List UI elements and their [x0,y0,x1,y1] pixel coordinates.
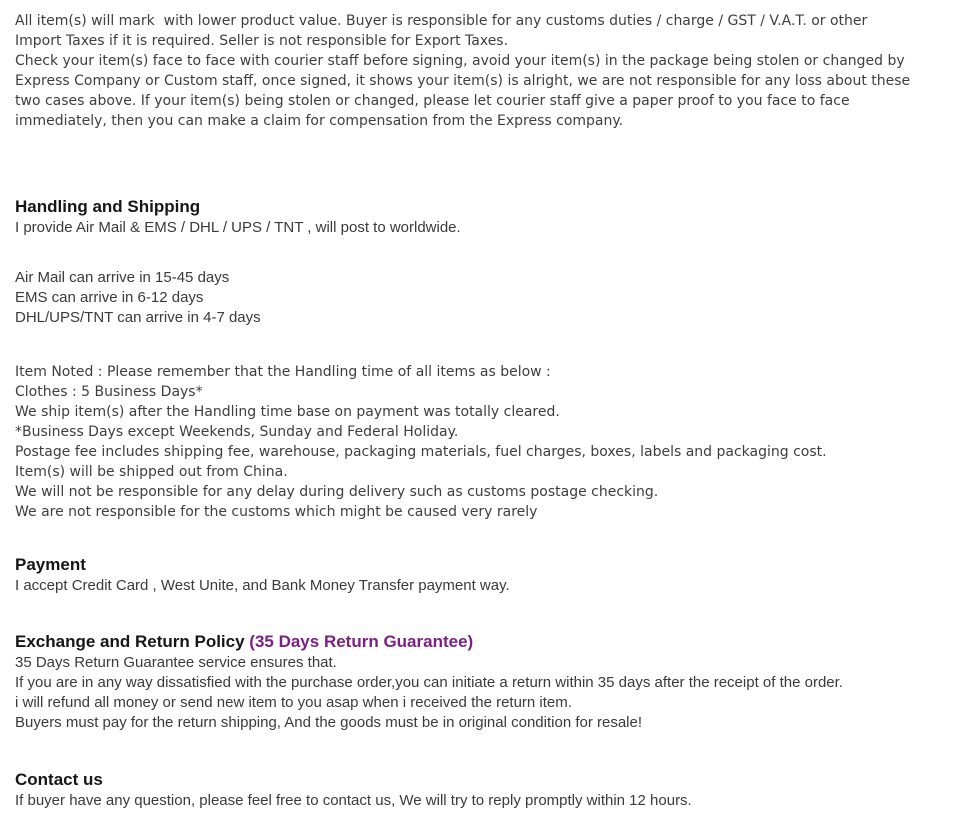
text-line: Express Company or Custom staff, once signed, it shows your item(s) is alright, we are not responsible for any loss about these [15,73,911,89]
section-contact-us [15,768,960,811]
text-line: two cases above. If your item(s) being stolen or changed, please let courier staff give a paper proof to you face to face [15,93,850,109]
text-line: immediately, then you can make a claim for compensation from the Express company. [15,113,624,129]
text-line: *Business Days except Weekends, Sunday and Federal Holiday. [15,424,459,440]
contact-us-heading: Contact us [15,770,103,789]
return-policy-heading [15,630,960,653]
shipping-time-line: Air Mail can arrive in 15-45 days [15,269,230,286]
text-line: 35 Days Return Guarantee service ensures that. [15,654,337,671]
return-policy-heading-text: Exchange and Return Policy [15,632,250,651]
text-line: Import Taxes if it is required. Seller is not responsible for Export Taxes. [15,33,509,49]
section-payment [15,553,960,596]
handling-notes-paragraph [15,362,960,522]
return-guarantee-highlight: (35 Days Return Guarantee) [249,632,474,651]
customs-notice-paragraph [15,11,960,131]
shipping-time-line: EMS can arrive in 6-12 days [15,289,204,306]
text-line: Buyers must pay for the return shipping, And the goods must be in original condition for resale! [15,714,643,731]
return-policy-paragraph [15,653,960,733]
shipping-times-list [15,268,960,328]
text-line: Postage fee includes shipping fee, warehouse, packaging materials, fuel charges, boxes, labels and packaging cost. [15,444,827,460]
payment-heading: Payment [15,555,86,574]
payment-body-line: I accept Credit Card , West Unite, and Bank Money Transfer payment way. [15,577,510,594]
section-handling-shipping [15,195,960,522]
text-line: Check your item(s) face to face with courier staff before signing, avoid your item(s) in the package being stolen or changed by [15,53,905,69]
text-line: We ship item(s) after the Handling time base on payment was totally cleared. [15,404,560,420]
shipping-time-line: DHL/UPS/TNT can arrive in 4-7 days [15,309,261,326]
text-line: We are not responsible for the customs which might be caused very rarely [15,504,538,520]
handling-shipping-heading: Handling and Shipping [15,197,201,216]
text-line: Item(s) will be shipped out from China. [15,464,288,480]
shipping-intro-line: I provide Air Mail & EMS / DHL / UPS / TNT , will post to worldwide. [15,219,461,236]
section-return-policy [15,630,960,733]
text-line: Clothes : 5 Business Days* [15,384,203,400]
text-line: Item Noted : Please remember that the Handling time of all items as below : [15,364,551,380]
text-line: All item(s) will mark with lower product value. Buyer is responsible for any customs duties / charge / GST / V.A.T. or other [15,13,868,29]
text-line: If you are in any way dissatisfied with the purchase order,you can initiate a return within 35 days after the receipt of the order. [15,674,843,691]
text-line: We will not be responsible for any delay during delivery such as customs postage checking. [15,484,659,500]
text-line: i will refund all money or send new item to you asap when i received the return item. [15,694,572,711]
contact-body-line: If buyer have any question, please feel free to contact us, We will try to reply promptly within 12 hours. [15,792,692,809]
